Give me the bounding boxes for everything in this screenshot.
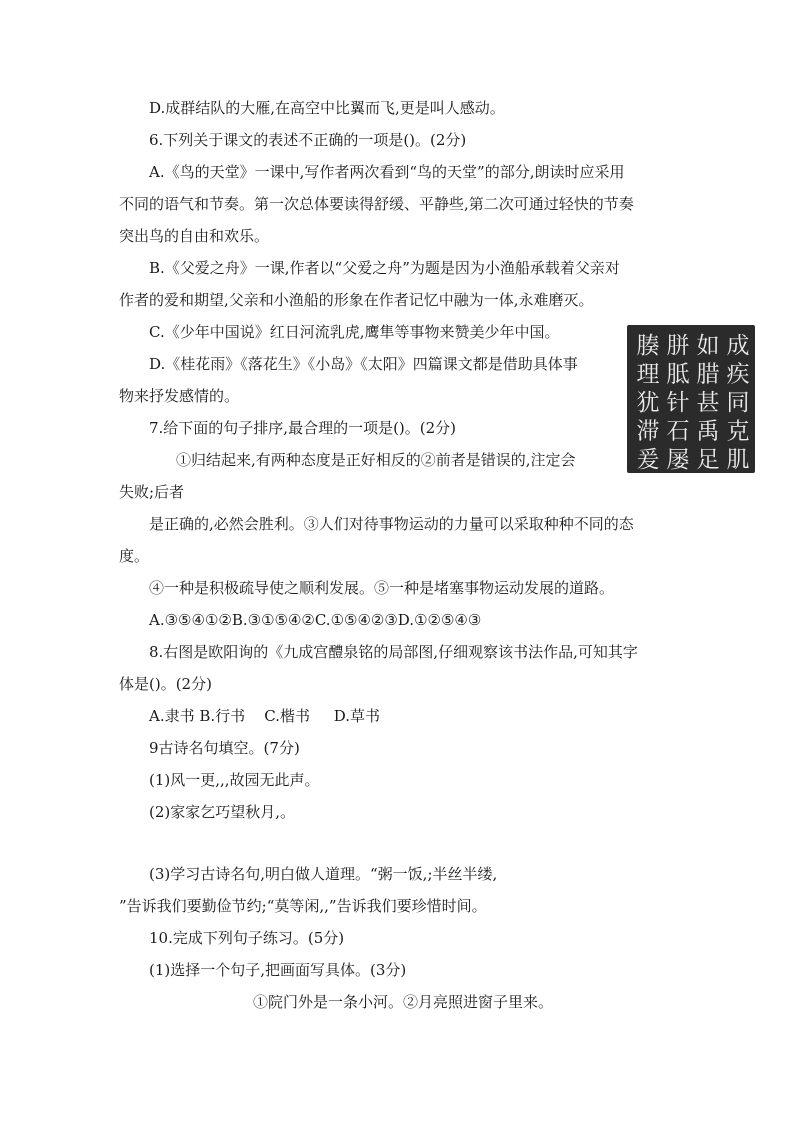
- calligraphy-char: 成: [726, 333, 750, 359]
- calligraphy-char: 屡: [666, 447, 690, 473]
- text-line: ”告诉我们要勤俭节约;“莫等闲,,”告诉我们要珍惜时间。: [119, 897, 487, 915]
- calligraphy-char: 疾: [726, 361, 750, 388]
- text-line: D.成群结队的大雁,在高空中比翼而飞,更是叫人感动。: [149, 99, 505, 117]
- answer-options: A.隶书 B.行书 C.楷书 D.草书: [149, 707, 381, 725]
- calligraphy-char: 如: [696, 333, 720, 359]
- calligraphy-char: 腠: [636, 333, 660, 359]
- text-line: (3)学习古诗名句,明白做人道理。“粥一饭,;半丝半缕,: [149, 865, 498, 883]
- calligraphy-char: 针: [666, 390, 690, 416]
- calligraphy-char: 克: [726, 418, 750, 445]
- question-6: 6.下列关于课文的表述不正确的一项是()。(2分): [149, 131, 467, 149]
- calligraphy-char: 肌: [726, 447, 750, 473]
- text-line: (2)家家乞巧望秋月,。: [149, 803, 296, 821]
- text-line: A.《鸟的天堂》一课中,写作者两次看到“鸟的天堂”的部分,朗读时应采用: [149, 163, 625, 181]
- answer-options: A.③⑤④①②B.③①⑤④②C.①⑤④②③D.①②⑤④③: [149, 611, 482, 629]
- calligraphy-char: 足: [696, 447, 720, 473]
- calligraphy-image: [627, 325, 755, 473]
- calligraphy-char: 胝: [666, 361, 690, 388]
- calligraphy-char: 滞: [636, 418, 660, 445]
- text-line: D.《桂花雨》《落花生》《小岛》《太阳》四篇课文都是借助具体事: [149, 355, 578, 373]
- text-line: 不同的语气和节奏。第一次总体要读得舒缓、平静些,第二次可通过轻快的节奏: [119, 195, 634, 213]
- calligraphy-char: 胼: [666, 333, 690, 359]
- question-8: 8.右图是欧阳询的《九成宫醴泉铭的局部图,仔细观察该书法作品,可知其字: [149, 643, 638, 661]
- calligraphy-char: 腊: [696, 361, 720, 388]
- text-line: (1)风一更,,,故园无此声。: [149, 771, 320, 789]
- text-line: C.《少年中国说》红日河流乳虎,鹰隼等事物来赞美少年中国。: [149, 323, 560, 341]
- text-line: ①归结起来,有两种态度是正好相反的②前者是错误的,注定会: [176, 451, 576, 469]
- text-line: 是正确的,必然会胜利。③人们对待事物运动的力量可以采取种种不同的态: [149, 515, 634, 533]
- question-7: 7.给下面的句子排序,最合理的一项是()。(2分): [149, 419, 457, 437]
- calligraphy-char: 禹: [696, 418, 720, 445]
- text-line: 突出鸟的自由和欢乐。: [119, 227, 270, 245]
- calligraphy-char: 石: [666, 418, 690, 445]
- text-line: 物来抒发感情的。: [119, 387, 240, 405]
- calligraphy-char: 甚: [696, 390, 720, 416]
- text-line: 作者的爱和期望,父亲和小渔船的形象在作者记忆中融为一体,永难磨灭。: [119, 291, 594, 309]
- text-line: ①院门外是一条小河。②月亮照进窗子里来。: [253, 993, 554, 1011]
- text-line: 度。: [119, 547, 150, 565]
- text-line: (1)选择一个句子,把画面写具体。(3分): [149, 961, 407, 979]
- text-line: ④一种是积极疏导使之顺利发展。⑤一种是堵塞事物运动发展的道路。: [149, 579, 615, 597]
- text-line: 体是()。(2分): [119, 675, 212, 693]
- text-line: 失败;后者: [119, 483, 185, 501]
- calligraphy-char: 爰: [636, 447, 660, 473]
- calligraphy-char: 犹: [636, 390, 660, 416]
- calligraphy-char: 同: [726, 390, 750, 416]
- calligraphy-svg: [627, 325, 755, 473]
- text-line: B.《父爱之舟》一课,作者以“父爱之舟”为题是因为小渔船承载着父亲对: [149, 259, 620, 277]
- question-9: 9古诗名句填空。(7分): [149, 739, 300, 757]
- question-10: 10.完成下列句子练习。(5分): [149, 929, 345, 947]
- calligraphy-char: 理: [636, 361, 660, 388]
